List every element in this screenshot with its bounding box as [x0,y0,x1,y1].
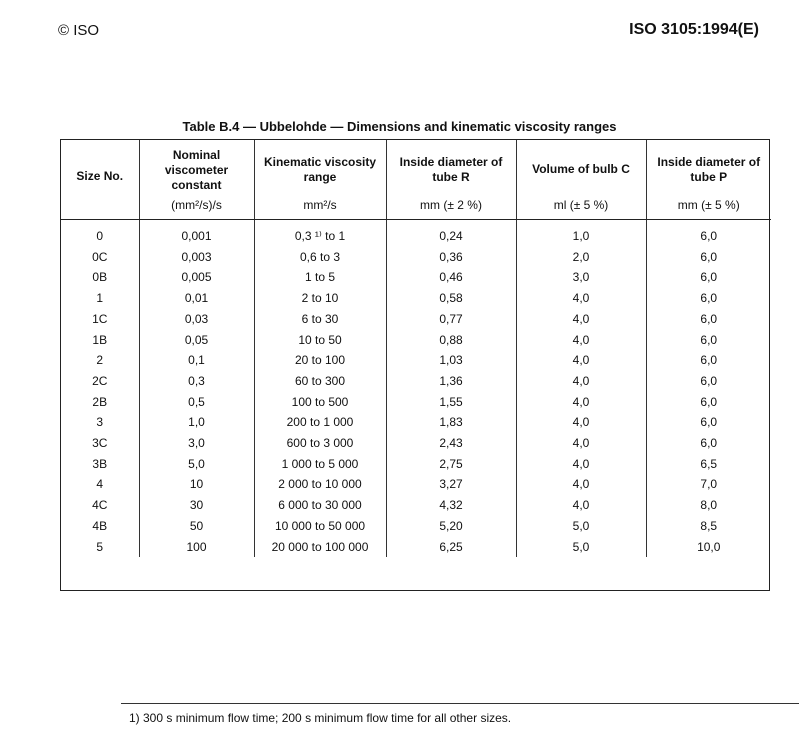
table-cell: 4B [61,516,139,537]
table-cell: 0 [61,220,139,247]
table-row [61,309,771,330]
dimensions-table [60,139,770,725]
table-cell: 3,27 [386,474,516,495]
table-cell: 0,24 [386,220,516,247]
column-header [386,140,516,220]
table-cell: 600 to 3 000 [254,433,386,454]
table-cell: 4,0 [516,330,646,351]
table-body [61,220,771,558]
table-row [61,247,771,268]
table-cell: 20 000 to 100 000 [254,537,386,558]
column-header-title: Kinematic viscosity range [263,155,377,184]
table-row [61,350,771,371]
table-cell: 3,0 [516,267,646,288]
table-cell: 2C [61,371,139,392]
table-cell: 6,0 [700,394,718,409]
column-header-unit: mm (± 2 %) [420,198,482,212]
table-row [61,392,771,413]
table-cell: 6,0 [700,415,718,430]
table-cell: 1,36 [386,371,516,392]
table-cell: 6,0 [700,249,718,264]
standard-number: ISO 3105:1994(E) [629,21,759,38]
table-cell: 0,36 [386,247,516,268]
table-cell: 10,0 [697,539,721,554]
table-row [61,267,771,288]
column-header-title: Size No. [76,169,124,183]
column-header [516,140,646,220]
table-cell: 1B [61,330,139,351]
column-header-unit: ml (± 5 %) [553,198,609,212]
table-cell: 4 [61,474,139,495]
table-cell: 6,25 [386,537,516,558]
table-cell: 0B [61,267,139,288]
table-cell: 2 000 to 10 000 [254,474,386,495]
table-cell: 0,6 to 3 [254,247,386,268]
table-cell: 4,0 [516,454,646,475]
table-cell: 2 [61,350,139,371]
table-cell: 0,46 [386,267,516,288]
table-cell: 7,0 [700,477,718,492]
table-cell: 6,0 [700,436,718,451]
table-cell: 8,5 [700,518,718,533]
table-cell: 6,5 [700,456,718,471]
table-row [61,433,771,454]
table-cell: 0,05 [139,330,254,351]
table-cell: 1,83 [386,412,516,433]
table-cell: 0C [61,247,139,268]
table-cell: 2 to 10 [254,288,386,309]
table-cell: 0,5 [139,392,254,413]
table-cell: 3C [61,433,139,454]
table-row [61,288,771,309]
table-cell: 4,0 [516,474,646,495]
table-cell: 50 [139,516,254,537]
table-row [61,495,771,516]
table-cell: 0,77 [386,309,516,330]
table-cell: 4,0 [516,412,646,433]
column-header-unit: mm (± 5 %) [677,198,740,212]
table-cell: 2,75 [386,454,516,475]
table-cell: 1,03 [386,350,516,371]
table-cell: 4C [61,495,139,516]
table-cell: 4,0 [516,392,646,413]
table-cell: 0,01 [139,288,254,309]
table-cell: 6,0 [700,353,718,368]
table-cell: 4,0 [516,371,646,392]
column-header [254,140,386,220]
table-cell: 6,0 [700,291,718,306]
table-footnote: 1) 300 s minimum flow time; 200 s minimum flow time for all other sizes. [121,703,799,731]
table-cell: 10 000 to 50 000 [254,516,386,537]
table-cell: 2,43 [386,433,516,454]
table-cell: 8,0 [700,498,718,513]
table-cell: 6,0 [700,270,718,285]
copyright-notice: © ISO [58,22,100,39]
table-cell: 100 to 500 [254,392,386,413]
table-cell: 4,0 [516,433,646,454]
table-cell: 3 [61,412,139,433]
table-cell: 30 [139,495,254,516]
table-cell: 5,0 [516,516,646,537]
table-cell: 0,3 [139,371,254,392]
table-cell: 6 to 30 [254,309,386,330]
table-cell: 5,0 [516,537,646,558]
table-caption: Table B.4 — Ubbelohde — Dimensions and kinematic viscosity ranges [182,119,617,134]
table-cell: 0,001 [139,220,254,247]
table-cell: 3,0 [139,433,254,454]
table-cell: 10 [139,474,254,495]
column-header-title: Inside diameter of tube P [657,155,761,184]
table-cell: 5 [61,537,139,558]
table-cell: 2B [61,392,139,413]
table-cell: 3B [61,454,139,475]
table-cell: 0,58 [386,288,516,309]
table-cell: 6,0 [700,229,718,243]
table-cell: 6,0 [700,373,718,388]
table-cell: 1 000 to 5 000 [254,454,386,475]
table-cell: 1,0 [516,220,646,247]
column-header [61,140,139,220]
table-cell: 60 to 300 [254,371,386,392]
column-header-unit: (mm²/s)/s [171,198,222,212]
table-cell: 0,005 [139,267,254,288]
table-cell: 1C [61,309,139,330]
table-cell: 2,0 [516,247,646,268]
table-cell: 0,03 [139,309,254,330]
table-cell: 4,0 [516,288,646,309]
table-row [61,516,771,537]
table-row [61,412,771,433]
table-cell: 1 [61,288,139,309]
table-cell: 6,0 [700,332,718,347]
column-header-unit: mm²/s [303,198,337,212]
table-cell: 4,0 [516,309,646,330]
column-header-title: Volume of bulb C [532,162,630,176]
table-header-row [61,140,771,220]
table-cell: 4,0 [516,495,646,516]
table-cell: 4,32 [386,495,516,516]
table-cell: 200 to 1 000 [254,412,386,433]
column-header [139,140,254,220]
table-row [61,454,771,475]
table-cell: 5,20 [386,516,516,537]
table-row [61,220,771,247]
column-header-title: Inside diameter of tube R [399,155,503,184]
column-header [646,140,771,220]
table-cell: 1,55 [386,392,516,413]
table-cell: 6,0 [700,311,718,326]
table-row [61,371,771,392]
table-row [61,474,771,495]
column-header-title: Nominal viscometer constant [164,148,229,192]
table-cell: 0,3 ¹⁾ to 1 [254,220,386,247]
table-cell: 100 [139,537,254,558]
table-cell: 6 000 to 30 000 [254,495,386,516]
table-cell: 20 to 100 [254,350,386,371]
table-row [61,330,771,351]
table-cell: 10 to 50 [254,330,386,351]
table-cell: 1 to 5 [254,267,386,288]
table-cell: 0,88 [386,330,516,351]
table-row [61,537,771,558]
table-cell: 5,0 [139,454,254,475]
table-cell: 0,003 [139,247,254,268]
table-cell: 0,1 [139,350,254,371]
table-cell: 4,0 [516,350,646,371]
table-cell: 1,0 [139,412,254,433]
